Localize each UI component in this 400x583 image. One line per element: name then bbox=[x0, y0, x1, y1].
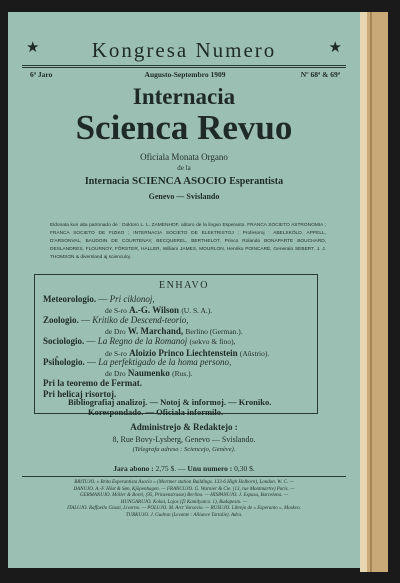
subscription-price: Jara abono : 2,75 $. — Unu numero : 0,30 $. bbox=[113, 464, 255, 473]
toc-entry: Zoologio. — Kritiko de Descend-teorio, de Dro W. Marchand, Berlino (German.). bbox=[43, 315, 243, 336]
organ-subtitle: Oficiala Monata Organo bbox=[140, 152, 228, 162]
cities: Genevo — Svislando bbox=[148, 192, 220, 201]
title-internacia: Internacia bbox=[132, 84, 236, 109]
toc-entry: Psiĥologio. — La perfektigado de la homa persono, de Dro Naumenko (Rus.). bbox=[43, 357, 232, 378]
divider bbox=[22, 67, 346, 68]
toc-misc: Bibliografiaj analizoj. — Notoj & informoj. — Kroniko. Korespondado. — Oficiala informilo. bbox=[68, 397, 272, 417]
issue-numbers: Nº 68ª & 69ª bbox=[300, 70, 340, 79]
toc-entry: Sociologio. — La Regno de la Romanoj (sekvo & fino), de S-ro Aloizio Princo Liechtenstein (Aŭstrio). bbox=[43, 336, 270, 358]
patronage-text: Eldonata kun alta patronado de : Doktoro L. L. ZAMENHOF, aŭtoro de la lingvo Esperanto. FRANCA SOCIETO ASTRONOMIA ; FRANCA SOCIETO DE FIZIKO ; INTERNACIA SOCIETO DE ELEKTRISTOJ ; Profesoroj : ABELSKÖLD, APPELL, D'ARSONVAL, BAUDOIN DE COURTENAY, BECQUEREL, BERTHELOT, Princo Rolando BONAPARTE BOUCHARD, DESLANDRES, FLOURNOY, FÖRSTER, HALLER, William JAMES, MOURLON, Henriko POINCARÉ, Generalo SEBERT, J. J. THOMSON & diversland aj scienculoj. bbox=[50, 223, 326, 261]
year-volume: 6ª Jaro bbox=[30, 70, 53, 79]
title-scienca-revuo: Scienca Revuo bbox=[75, 108, 293, 147]
association-name: Internacia SCIENCA ASOCIO Esperantista bbox=[84, 175, 284, 187]
admin-telegraph: (Telegrafa adreso : Sciencejo, Genève). bbox=[132, 446, 236, 453]
admin-address: 8, Rue Bovy-Lysberg, Genevo — Svislando. bbox=[112, 435, 256, 444]
star-icon: ★ bbox=[26, 38, 40, 56]
page-edge bbox=[360, 12, 367, 572]
issue-date: Augusto-Septembro 1909 bbox=[144, 70, 226, 79]
admin-heading: Administrejo & Redaktejo : bbox=[130, 422, 238, 432]
divider bbox=[22, 65, 346, 66]
book-spine bbox=[366, 12, 388, 572]
toc-entry: Meteorologio. — Pri ciklonoj, de S-ro A.-G. Wilson (U. S. A.). bbox=[43, 294, 213, 315]
de-la: de la bbox=[177, 164, 191, 172]
contents-title: ENHAVO bbox=[159, 280, 209, 291]
star-icon: ★ bbox=[328, 38, 342, 56]
divider bbox=[22, 476, 346, 477]
magazine-cover bbox=[8, 12, 360, 568]
agents-footer: BRITUJO. » Brita Esperantista Asocio » (Mortmer station Buildings. 133-6 High Holborn), London. W. C. — DANUJO. A.-F. Höst & Søn, Kjöpenhagen. — FRANCUJO. G. Warnier & Cie. (13, rue Montmartre) Paris. — GERMANUJO. Möller & Borel, (95, Prinzenstrasse) Berlino. — HISPANUJO. J. Espasa, Barcelona. — HUNGARUJO. Kokai, Lajos (Ţi Kamilyutca. 1), Budapesto. — ITALUJO. Raffaello Giusti, Livorno. — POLUJO. M. Arct Varsovio. — RUSUJO. Librejo de » Esperanto », Moskvo. TURKUJO. J. Gudron (Levante : Alliance Tartalie). Adra. bbox=[67, 480, 301, 518]
kongresa-heading: Kongresa Numero bbox=[91, 38, 277, 62]
toc-plain: Pri la teoremo de Fermat. Pri helicaj risortoj. bbox=[43, 378, 143, 399]
